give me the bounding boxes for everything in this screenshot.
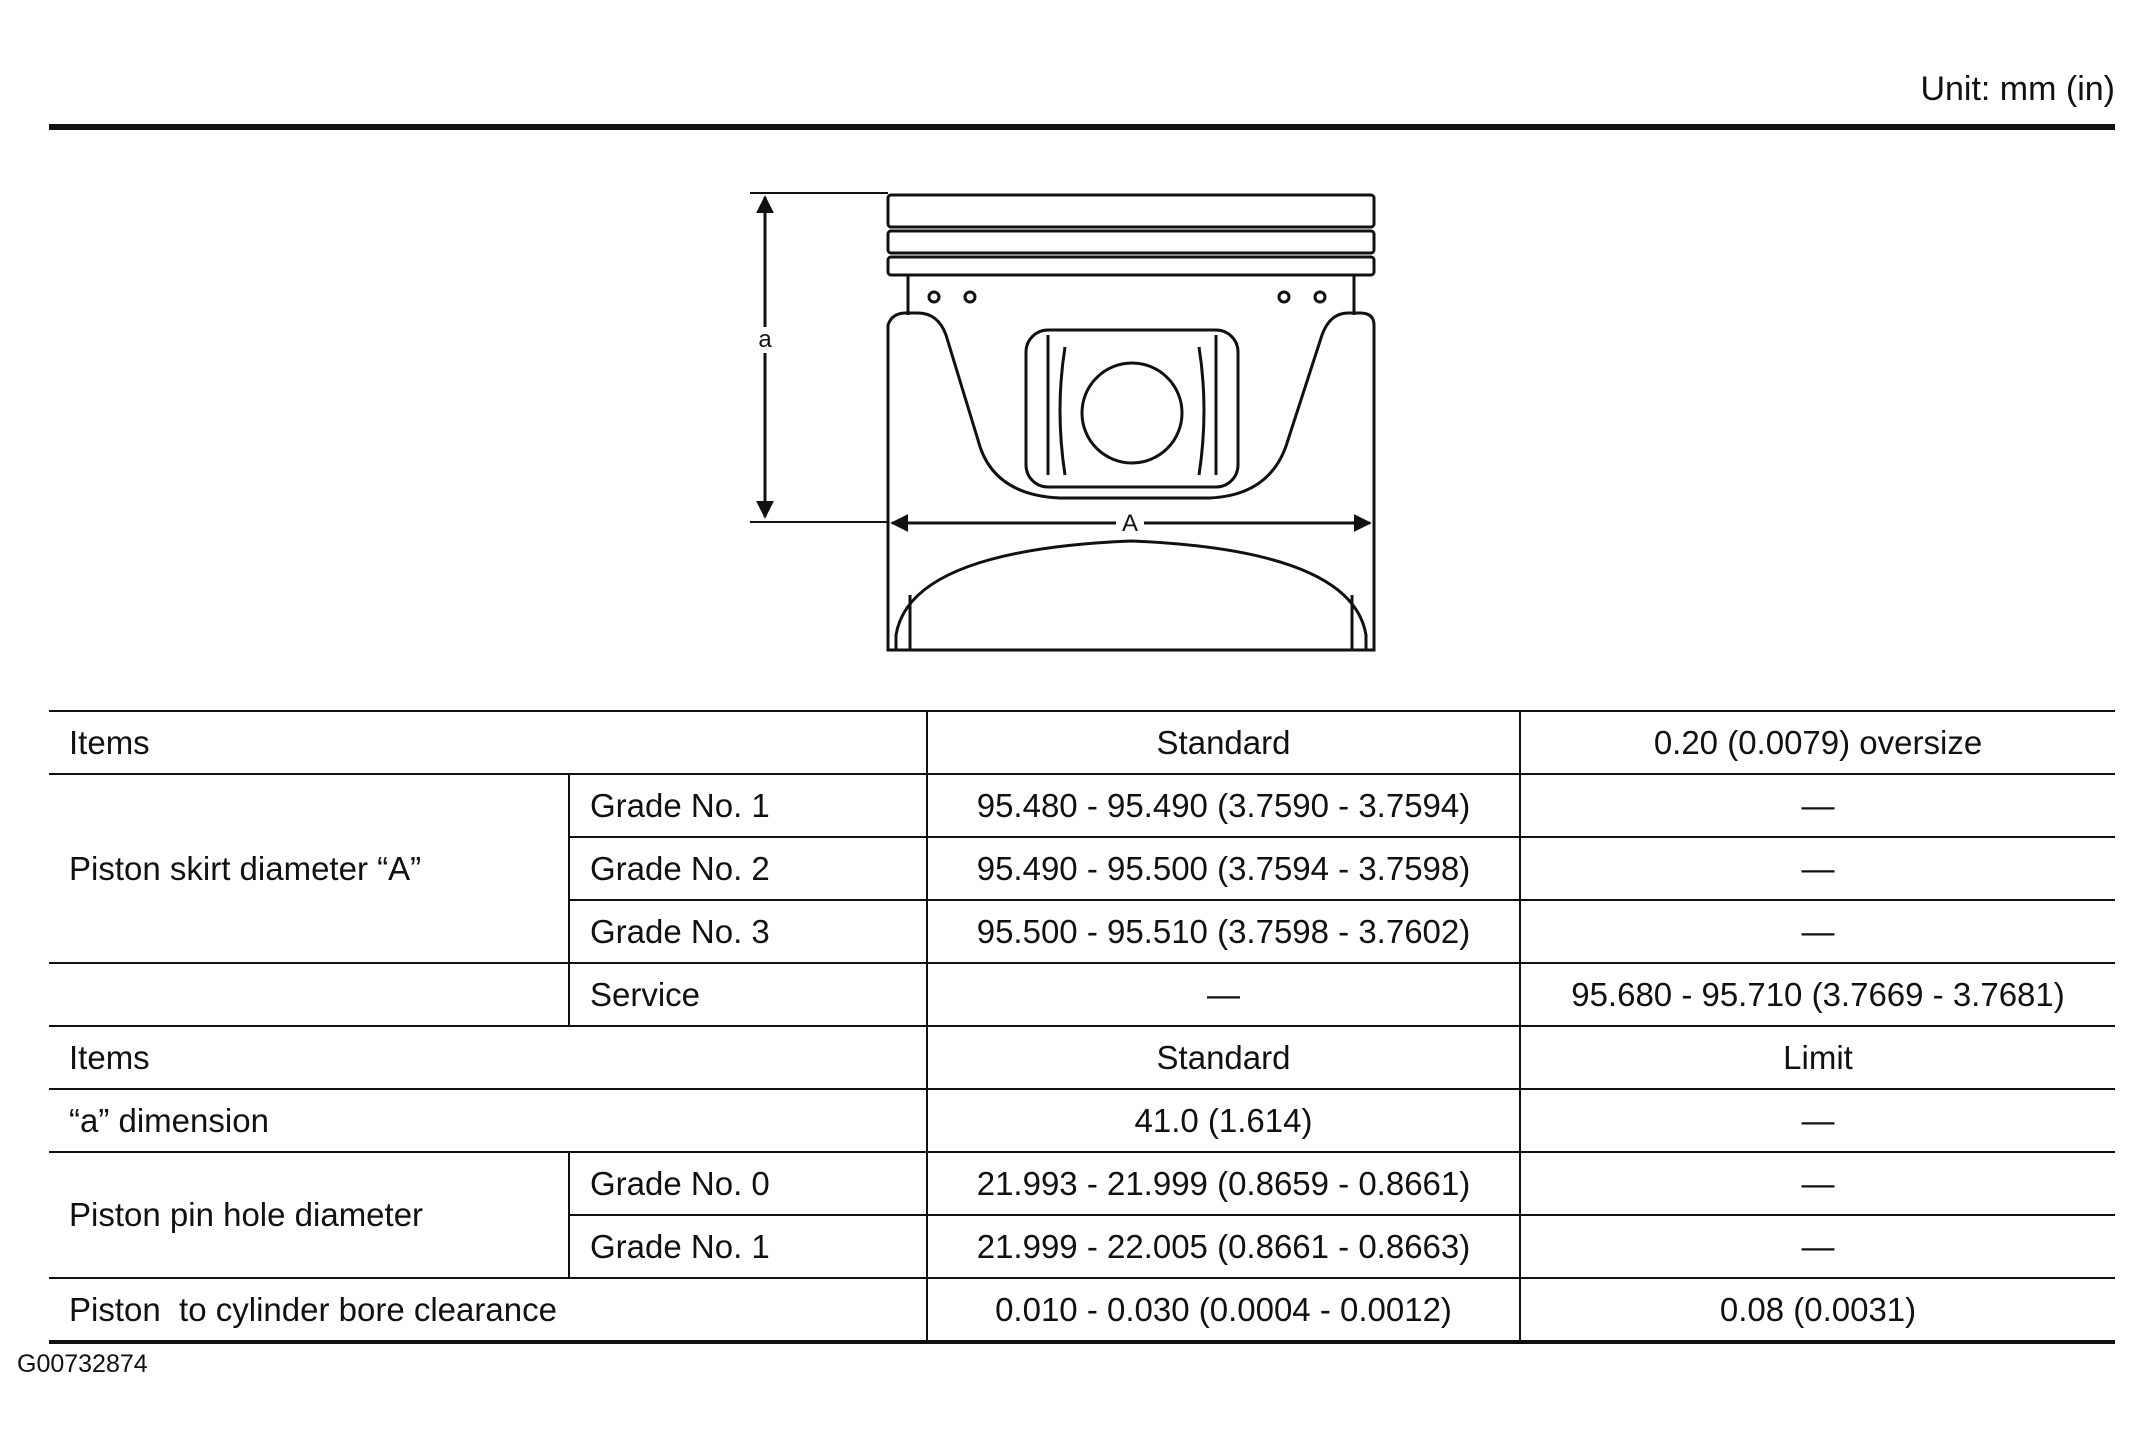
skirt-diameter-label: Piston skirt diameter “A” (49, 774, 569, 963)
label-A: A (1121, 510, 1139, 537)
header-limit: Limit (1520, 1026, 2115, 1089)
grade-label: Grade No. 1 (569, 774, 927, 837)
clearance-standard: 0.010 - 0.030 (0.0004 - 0.0012) (927, 1278, 1520, 1342)
specifications-table (49, 710, 2115, 1344)
grade-label: Grade No. 0 (569, 1152, 927, 1215)
oil-hole (929, 292, 939, 302)
ring-land-2 (888, 231, 1374, 253)
a-dimension-limit: — (1520, 1089, 2115, 1152)
a-dimension-standard: 41.0 (1.614) (927, 1089, 1520, 1152)
standard-value: 95.500 - 95.510 (3.7598 - 3.7602) (927, 900, 1520, 963)
limit-value: — (1520, 1215, 2115, 1278)
oil-hole (1315, 292, 1325, 302)
oil-hole (965, 292, 975, 302)
standard-value: 21.993 - 21.999 (0.8659 - 0.8661) (927, 1152, 1520, 1215)
grade-label: Grade No. 2 (569, 837, 927, 900)
header-standard: Standard (927, 1026, 1520, 1089)
header-items: Items (49, 1026, 927, 1089)
table-row (49, 1026, 2115, 1089)
grade-label: Grade No. 1 (569, 1215, 927, 1278)
service-oversize: 95.680 - 95.710 (3.7669 - 3.7681) (1520, 963, 2115, 1026)
clearance-limit: 0.08 (0.0031) (1520, 1278, 2115, 1342)
oil-hole (1279, 292, 1289, 302)
service-label: Service (569, 963, 927, 1026)
clearance-label: Piston to cylinder bore clearance (49, 1278, 927, 1342)
limit-value: — (1520, 1152, 2115, 1215)
grade-label: Grade No. 3 (569, 900, 927, 963)
oversize-value: — (1520, 837, 2115, 900)
a-dimension-label: “a” dimension (49, 1089, 927, 1152)
standard-value: 21.999 - 22.005 (0.8661 - 0.8663) (927, 1215, 1520, 1278)
ring-land-3 (888, 257, 1374, 275)
skirt-arc (896, 541, 1366, 650)
empty-cell (49, 963, 569, 1026)
header-rule (49, 124, 2115, 130)
label-a: a (758, 326, 772, 353)
pin-hole (1082, 363, 1182, 463)
header-standard: Standard (927, 711, 1520, 774)
figure-code: G00732874 (17, 1350, 148, 1378)
table-row (49, 774, 2115, 837)
standard-value: 95.480 - 95.490 (3.7590 - 3.7594) (927, 774, 1520, 837)
header-items: Items (49, 711, 927, 774)
standard-value: 95.490 - 95.500 (3.7594 - 3.7598) (927, 837, 1520, 900)
oversize-value: — (1520, 774, 2115, 837)
table-row (49, 963, 2115, 1026)
piston-diagram (720, 175, 1400, 665)
pin-hole-label: Piston pin hole diameter (49, 1152, 569, 1278)
ring-land-1 (888, 195, 1374, 227)
unit-label: Unit: mm (in) (1920, 70, 2115, 108)
table-row (49, 1152, 2115, 1215)
table-row (49, 711, 2115, 774)
table-row (49, 1089, 2115, 1152)
service-standard: — (927, 963, 1520, 1026)
header-oversize: 0.20 (0.0079) oversize (1520, 711, 2115, 774)
oversize-value: — (1520, 900, 2115, 963)
table-row (49, 1278, 2115, 1342)
